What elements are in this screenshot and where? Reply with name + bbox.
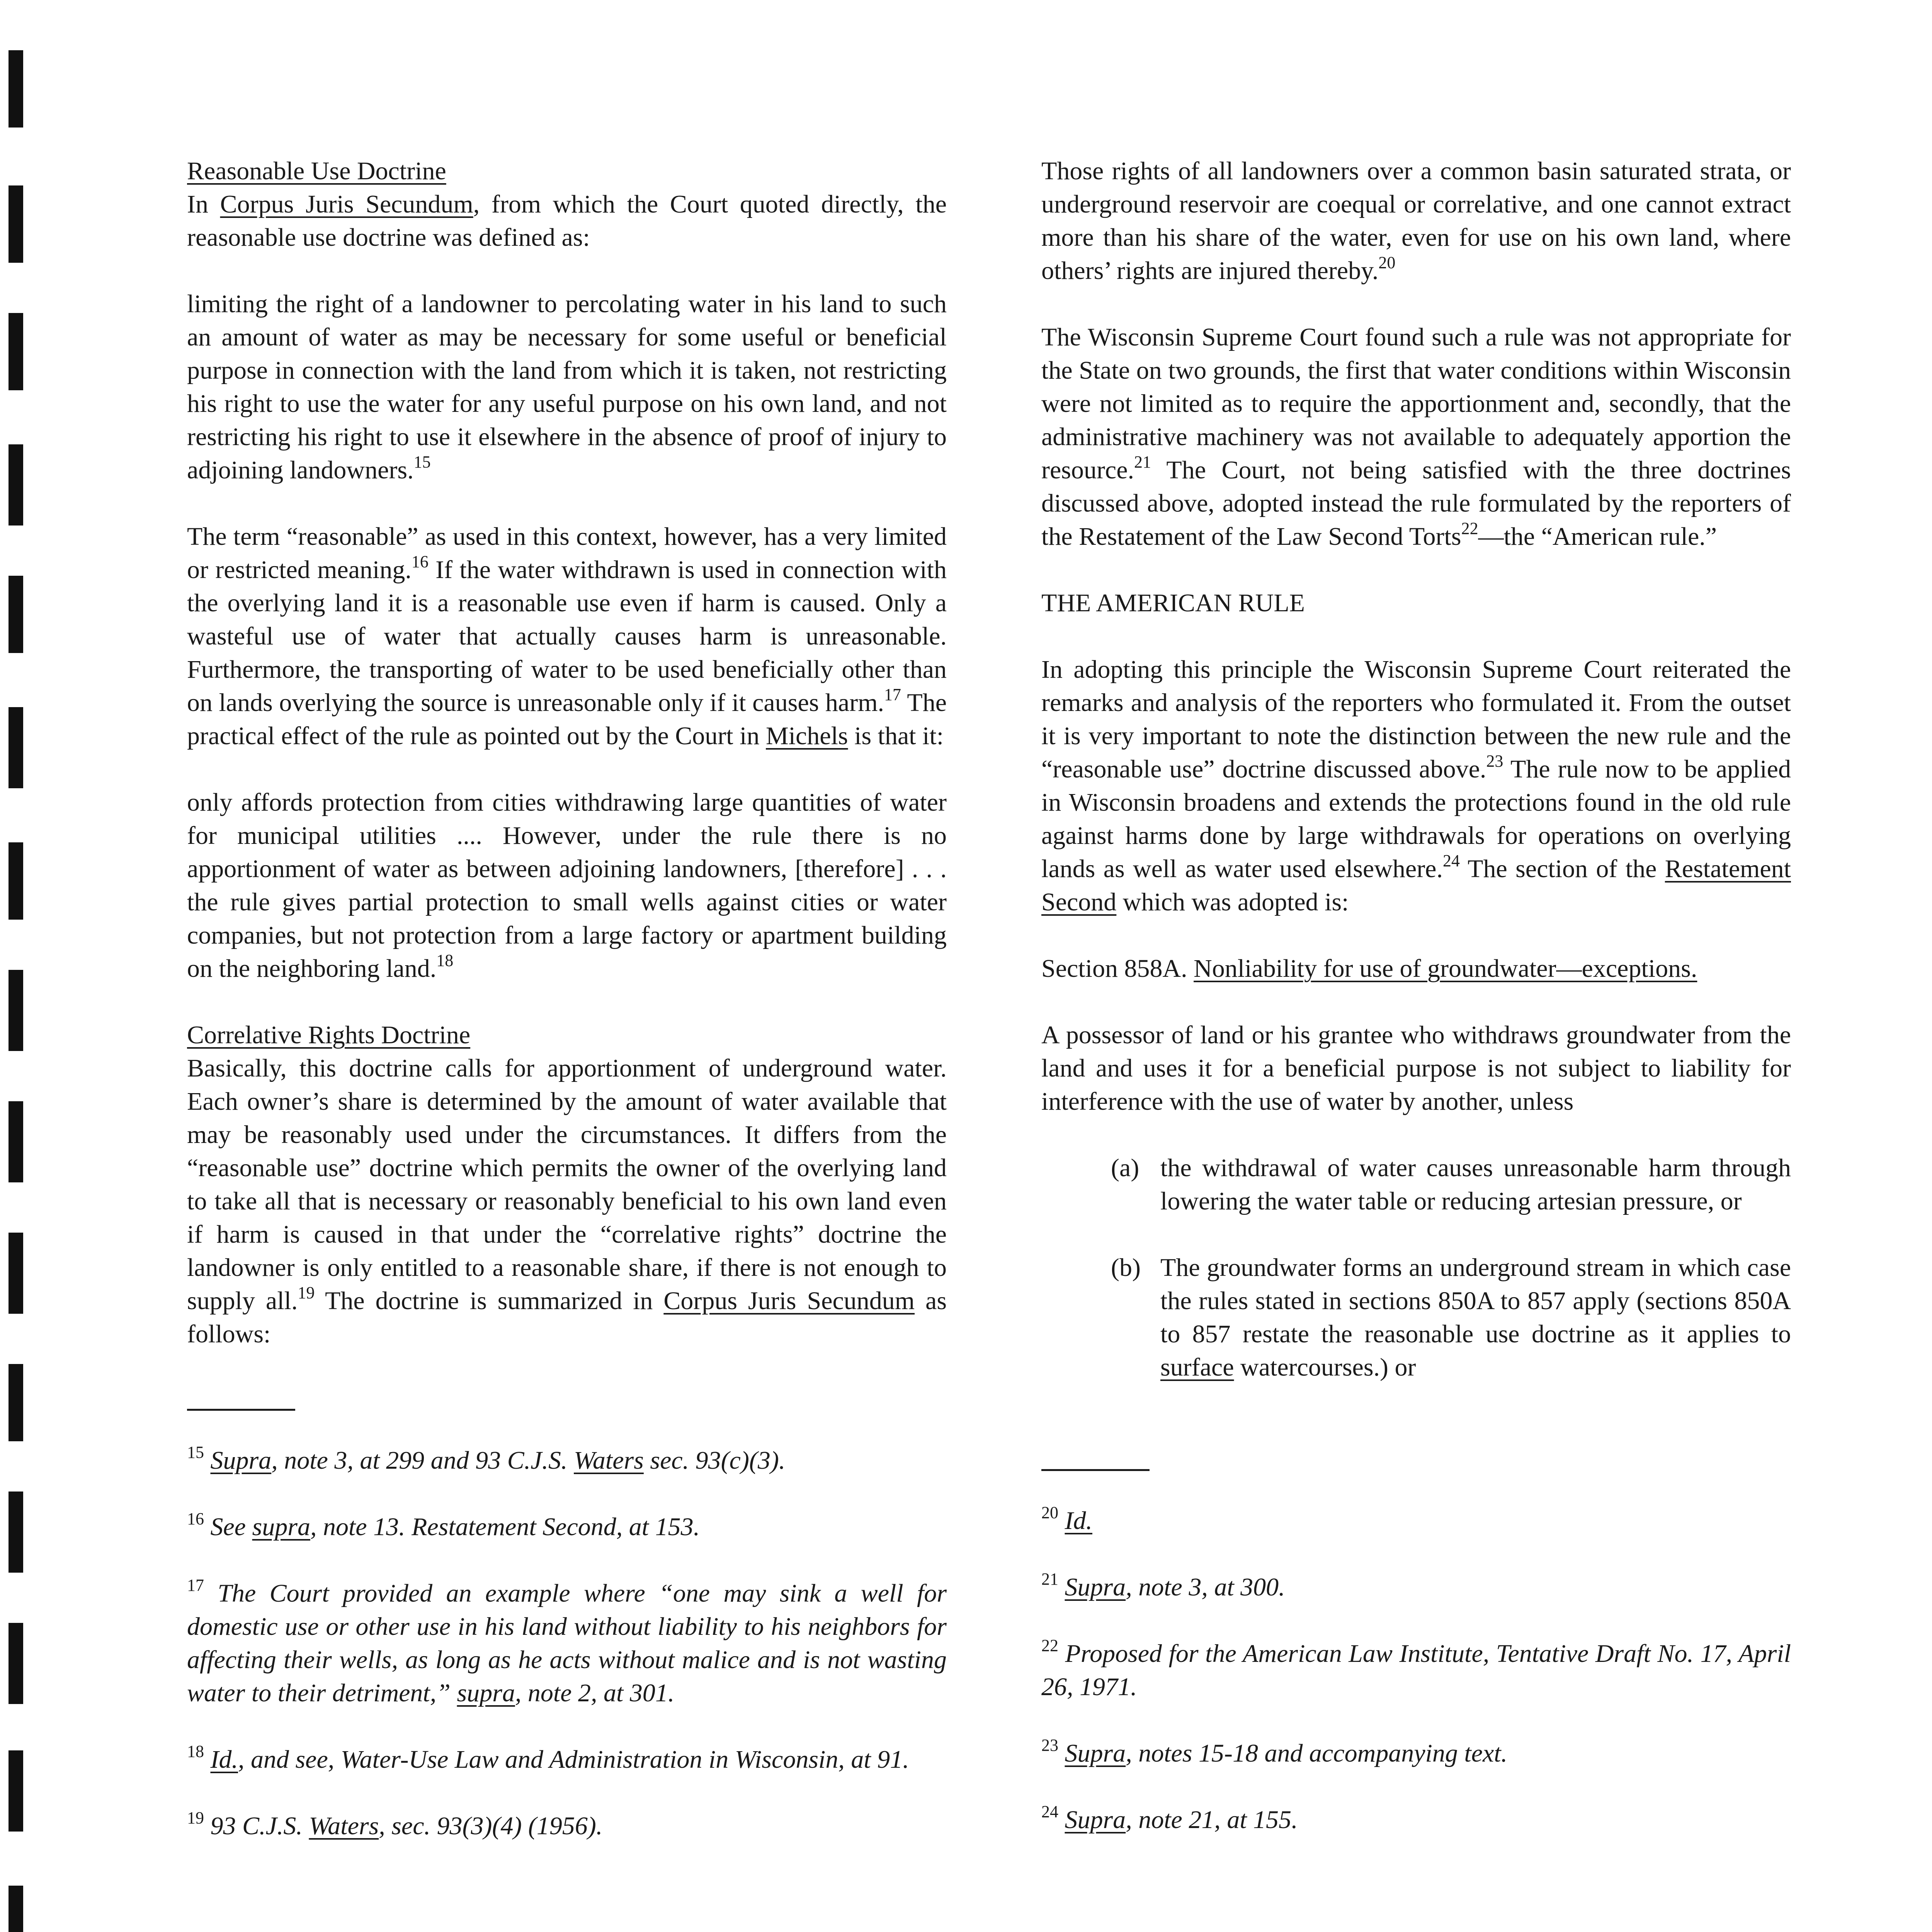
paragraph: In adopting this principle the Wisconsin Supreme Court reiterated the remarks and analysis of the reporters who formulated it. From the outset it is very important to note the distinction between the new rule and the “reasonable use” doctrine discussed above.$^{23}$ The rule now to be applied in Wisconsin broadens and extends the protections found in the old rule against harms done by large withdrawals for operations on overlying lands as well as water used elsewhere.$^{24}$ The section of the Restatement Second which was adopted is: bbox=[1041, 655, 1791, 916]
footnote-ref: 19 bbox=[298, 1283, 315, 1302]
heading-reasonable-use: Reasonable Use Doctrine bbox=[187, 157, 446, 185]
paragraph: The Wisconsin Supreme Court found such a rule was not appropriate for the State on two grounds, the first that water conditions within Wisconsin were not limited as to require the apportionment and, secondly, that the administrative machinery was not available to adequately apportion the resource.$^{21}$ The Court, not being satisfied with the three doctrines discussed above, adopted instead the rule formulated by the reporters of the Restatement of the Law Second Torts$^{22}$—the “American rule.” bbox=[1041, 323, 1791, 551]
list-item: (b) The groundwater forms an underground stream in which case the rules stated in sections 850A to 857 apply (sections 850A to 857 restate the reasonable use doctrine as it applies to surface watercourses.) or bbox=[1111, 1253, 1791, 1381]
binding-mark bbox=[9, 444, 23, 526]
heading-correlative-rights: Correlative Rights Doctrine bbox=[187, 1021, 471, 1049]
binding-mark bbox=[9, 970, 23, 1051]
footnote-ref: 16 bbox=[411, 552, 429, 571]
right-column bbox=[1041, 155, 1791, 1837]
binding-mark bbox=[9, 1623, 23, 1704]
footnote-ref: 24 bbox=[1442, 851, 1460, 870]
binding-mark bbox=[9, 1492, 23, 1573]
footnote-20: $^{20}$ Id. bbox=[1041, 1503, 1092, 1535]
paragraph: Basically, this doctrine calls for apportionment of underground water. Each owner’s share is determined by the amount of water available that may be reasonably used under the circumstances. It differs from the “reasonable use” doctrine which permits the owner of the overlying land to take all that is necessary or reasonably beneficial to his own land even if harm is caused in that under the “correlative rights” doctrine the landowner is only entitled to a reasonable share, if there is not enough to supply all.$^{19}$ The doctrine is summarized in Corpus Juris Secundum as follows: bbox=[187, 1054, 947, 1348]
footnote-18: $^{18}$ Id., and see, Water-Use Law and Administration in Wisconsin, at 91. bbox=[187, 1742, 909, 1774]
binding-mark bbox=[9, 313, 23, 390]
footnote-ref: 23 bbox=[1486, 752, 1503, 770]
binding-mark bbox=[9, 1101, 23, 1182]
binding-mark bbox=[9, 50, 23, 128]
footnote-ref: 18 bbox=[436, 951, 454, 970]
block-quote: A possessor of land or his grantee who withdraws groundwater from the land and uses it for a beneficial purpose is not subject to liability for interference with the use of water by another, unless bbox=[1041, 1021, 1791, 1116]
paragraph: In Corpus Juris Secundum, from which the Court quoted directly, the reasonable use doctrine was defined as: bbox=[187, 190, 947, 252]
footnote-23: $^{23}$ Supra, notes 15-18 and accompanying text. bbox=[1041, 1736, 1508, 1767]
footnote-22: $^{22}$ Proposed for the American Law Institute, Tentative Draft No. 17, April 26, 1971. bbox=[1041, 1636, 1791, 1701]
footnote-ref: 20 bbox=[1378, 253, 1396, 272]
footnote-19: $^{19}$ 93 C.J.S. Waters, sec. 93(3)(4) (1956). bbox=[187, 1808, 603, 1840]
paragraph: The term “reasonable” as used in this context, however, has a very limited or restricted meaning.$^{16}$ If the water withdrawn is used in connection with the overlying land it is a reasonable use even if harm is caused. Only a wasteful use of water that actually causes harm is unreasonable. Furthermore, the transporting of water to be used beneficially other than on lands overlying the source is unreasonable only if it causes harm.$^{17}$ The practical effect of the rule as pointed out by the Court in Michels is that it: bbox=[187, 522, 947, 750]
footnote-ref: 21 bbox=[1134, 452, 1151, 471]
section-heading: Section 858A. Nonliability for use of groundwater—exceptions. bbox=[1041, 954, 1697, 983]
heading-american-rule: THE AMERICAN RULE bbox=[1041, 589, 1305, 617]
block-quote: Those rights of all landowners over a common basin saturated strata, or underground reservoir are coequal or correlative, and one cannot extract more than his share of the water, even for use on his own land, where others’ rights are injured thereby.$^{20}$ bbox=[1041, 157, 1791, 285]
binding-mark bbox=[9, 1750, 23, 1832]
list-item: (a) the withdrawal of water causes unreasonable harm through lowering the water table or reducing artesian pressure, or bbox=[1111, 1154, 1791, 1215]
footnote-ref: 17 bbox=[884, 685, 901, 704]
block-quote: limiting the right of a landowner to percolating water in his land to such an amount of water as may be necessary for some useful or beneficial purpose in connection with the land from which it is taken, not restricting his right to use the water for any useful purpose on his own land, and not restricting his right to use it elsewhere in the absence of proof of injury to adjoining landowners.$^{15}$ bbox=[187, 290, 947, 484]
left-column bbox=[187, 155, 947, 1843]
block-quote: only affords protection from cities withdrawing large quantities of water for municipal utilities .... However, under the rule there is no apportionment of water as between adjoining landowners, [therefore] . . . the rule gives partial protection to small wells against cities or water companies, but not protection from a large factory or apartment building on the neighboring land.$^{18}$ bbox=[187, 788, 947, 983]
footnote-17: $^{17}$ The Court provided an example where “one may sink a well for domestic use or other use in his land without liability to his neighbors for affecting their wells, as long as he acts without malice and is not wasting water to their detriment,” supra, note 2, at 301. bbox=[187, 1576, 947, 1707]
binding-mark bbox=[9, 1364, 23, 1441]
binding-mark bbox=[9, 185, 23, 263]
footnote-divider bbox=[1041, 1469, 1150, 1471]
binding-mark bbox=[9, 576, 23, 653]
binding-mark bbox=[9, 1886, 23, 1932]
binding-mark bbox=[9, 842, 23, 920]
footnote-21: $^{21}$ Supra, note 3, at 300. bbox=[1041, 1570, 1285, 1601]
binding-mark bbox=[9, 1233, 23, 1314]
binding-mark bbox=[9, 707, 23, 788]
footnote-ref: 22 bbox=[1461, 519, 1478, 538]
footnote-16: $^{16}$ See supra, note 13. Restatement Second, at 153. bbox=[187, 1509, 700, 1541]
footnote-24: $^{24}$ Supra, note 21, at 155. bbox=[1041, 1802, 1298, 1834]
footnote-ref: 15 bbox=[413, 452, 431, 471]
footnote-divider bbox=[187, 1409, 295, 1411]
footnote-15: $^{15}$ Supra, note 3, at 299 and 93 C.J.S. Waters sec. 93(c)(3). bbox=[187, 1443, 786, 1475]
